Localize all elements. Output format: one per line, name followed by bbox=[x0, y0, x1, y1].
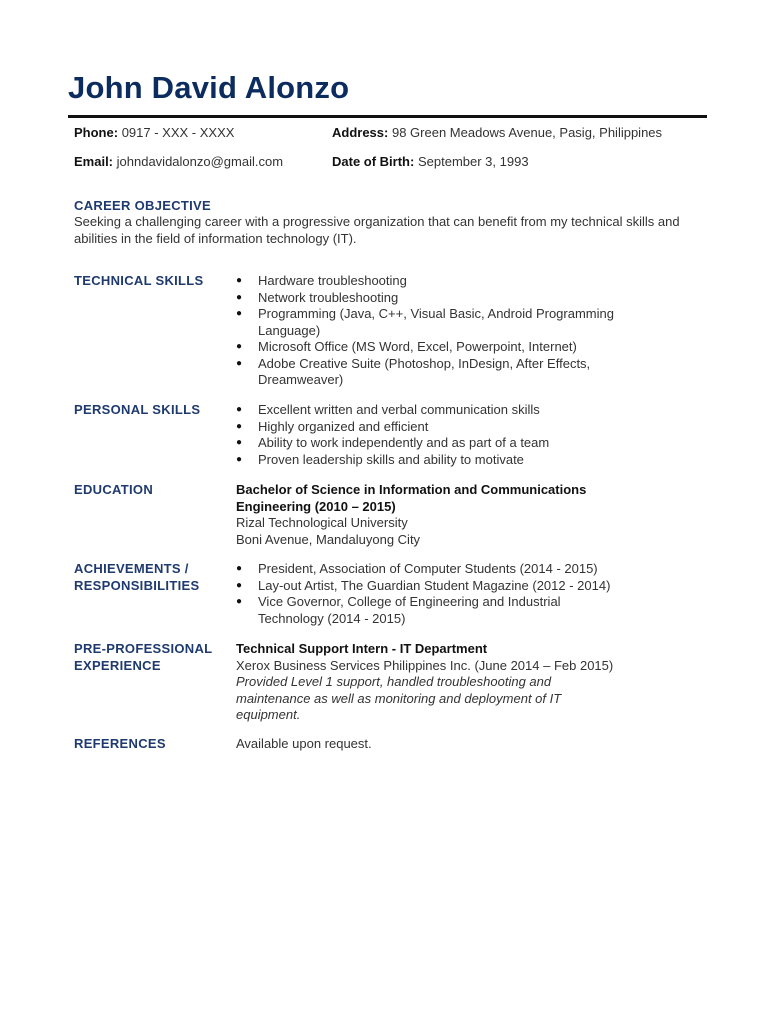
job-description: Provided Level 1 support, handled troubleshooting and maintenance as well as monitoring and deployment of IT equipment. bbox=[236, 674, 562, 722]
dob-line bbox=[332, 154, 529, 169]
list-item: ● Excellent written and verbal communication skills bbox=[236, 402, 716, 419]
list-item: ● Programming (Java, C++, Visual Basic, Android Programming Language) bbox=[236, 306, 656, 339]
email-value: johndavidalonzo@gmail.com bbox=[116, 154, 284, 169]
job-role: Technical Support Intern - IT Department bbox=[236, 641, 488, 656]
experience-heading: PRE-PROFESSIONAL EXPERIENCE bbox=[74, 641, 213, 673]
personal-skills-body bbox=[236, 402, 716, 468]
address-line bbox=[332, 125, 662, 140]
career-objective-heading: CAREER OBJECTIVE bbox=[74, 198, 211, 213]
technical-skills-list bbox=[236, 273, 656, 389]
list-item: ● Highly organized and efficient bbox=[236, 419, 716, 436]
list-item: ● Vice Governor, College of Engineering and Industrial Technology (2014 - 2015) bbox=[236, 594, 598, 627]
dob-label: Date of Birth: bbox=[332, 154, 415, 169]
address-label: Address: bbox=[332, 125, 389, 140]
technical-skills-body bbox=[236, 273, 656, 389]
list-item: ● Adobe Creative Suite (Photoshop, InDesign, After Effects, Dreamweaver) bbox=[236, 356, 656, 389]
email-line bbox=[74, 154, 283, 169]
email-label: Email: bbox=[74, 154, 114, 169]
experience-body bbox=[236, 641, 656, 724]
address-value: 98 Green Meadows Avenue, Pasig, Philippines bbox=[391, 125, 663, 140]
list-item: ● Lay-out Artist, The Guardian Student Magazine (2012 - 2014) bbox=[236, 578, 656, 595]
references-text: Available upon request. bbox=[236, 736, 372, 751]
achievements-body bbox=[236, 561, 656, 627]
references-heading: REFERENCES bbox=[74, 736, 166, 751]
list-item: ● Proven leadership skills and ability to motivate bbox=[236, 452, 716, 469]
school-address: Boni Avenue, Mandaluyong City bbox=[236, 531, 421, 547]
personal-skills-list bbox=[236, 402, 716, 468]
technical-skills-heading: TECHNICAL SKILLS bbox=[74, 273, 204, 288]
applicant-name: John David Alonzo bbox=[68, 70, 350, 105]
education-body bbox=[236, 482, 636, 548]
list-item: ● President, Association of Computer Students (2014 - 2015) bbox=[236, 561, 656, 578]
career-objective-text: Seeking a challenging career with a progressive organization that can benefit from my technical skills and abilities in the field of information technology (IT). bbox=[74, 214, 680, 246]
phone-value: 0917 - XXX - XXXX bbox=[121, 125, 235, 140]
degree: Bachelor of Science in Information and Communications Engineering (2010 – 2015) bbox=[236, 482, 587, 514]
list-item: ● Network troubleshooting bbox=[236, 290, 656, 307]
achievements-heading: ACHIEVEMENTS / RESPONSIBILITIES bbox=[74, 561, 200, 593]
achievements-list bbox=[236, 561, 656, 627]
list-item: ● Hardware troubleshooting bbox=[236, 273, 656, 290]
list-item: ● Ability to work independently and as part of a team bbox=[236, 435, 716, 452]
job-company: Xerox Business Services Philippines Inc. (June 2014 – Feb 2015) bbox=[236, 657, 614, 673]
phone-label: Phone: bbox=[74, 125, 119, 140]
dob-value: September 3, 1993 bbox=[417, 154, 529, 169]
school-name: Rizal Technological University bbox=[236, 515, 408, 530]
phone-line bbox=[74, 125, 234, 140]
list-item: ● Microsoft Office (MS Word, Excel, Powerpoint, Internet) bbox=[236, 339, 656, 356]
personal-skills-heading: PERSONAL SKILLS bbox=[74, 402, 201, 417]
header-divider bbox=[68, 115, 707, 118]
education-heading: EDUCATION bbox=[74, 482, 154, 497]
